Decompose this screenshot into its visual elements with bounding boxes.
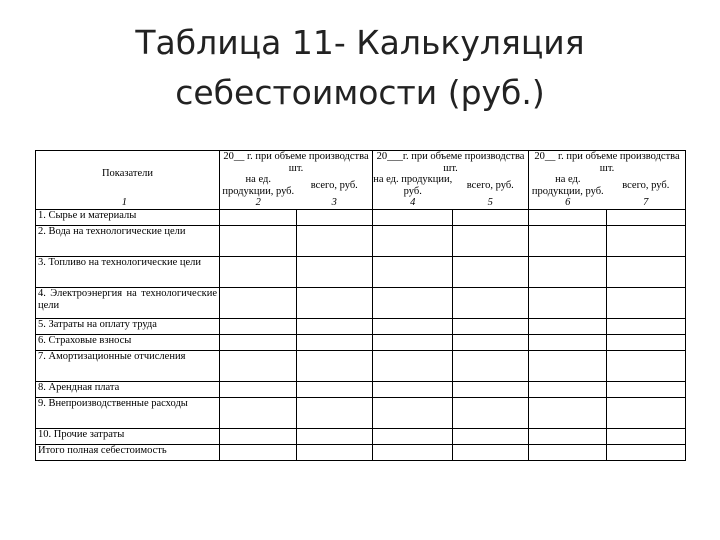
table-cell bbox=[529, 445, 607, 461]
table-cell bbox=[373, 398, 453, 429]
row-label: 5. Затраты на оплату труда bbox=[36, 319, 220, 335]
per-unit-header-3: на ед. продукции, руб. bbox=[529, 174, 607, 197]
per-unit-header-2: на ед. продукции, руб. bbox=[373, 174, 453, 197]
table-cell bbox=[220, 257, 297, 288]
table-cell bbox=[529, 288, 607, 319]
table-row bbox=[36, 257, 686, 288]
table-cell bbox=[607, 429, 686, 445]
row-label: 7. Амортизационные отчисления bbox=[36, 351, 220, 382]
table-cell bbox=[220, 382, 297, 398]
row-label: 2. Вода на технологические цели bbox=[36, 226, 220, 257]
table-cell bbox=[373, 429, 453, 445]
row-label-total: Итого полная себестоимость bbox=[36, 445, 220, 461]
table-cell bbox=[297, 226, 373, 257]
table-cell bbox=[373, 445, 453, 461]
indicators-header: Показатели bbox=[36, 151, 220, 198]
table-cell bbox=[607, 382, 686, 398]
total-header-3: всего, руб. bbox=[607, 174, 686, 197]
table-cell bbox=[373, 288, 453, 319]
slide-title bbox=[0, 18, 720, 118]
cost-calculation-table bbox=[35, 150, 686, 461]
table-cell bbox=[607, 288, 686, 319]
table-cell bbox=[529, 210, 607, 226]
table-cell bbox=[453, 398, 529, 429]
row-label: 10. Прочие затраты bbox=[36, 429, 220, 445]
row-label: 8. Арендная плата bbox=[36, 382, 220, 398]
table-cell bbox=[297, 335, 373, 351]
table-cell bbox=[607, 319, 686, 335]
table-row bbox=[36, 382, 686, 398]
table-cell bbox=[297, 288, 373, 319]
table-cell bbox=[607, 445, 686, 461]
table-cell bbox=[297, 257, 373, 288]
table-cell bbox=[607, 257, 686, 288]
row-label: 4. Электроэнергия на технологические цели bbox=[36, 288, 220, 319]
table-cell bbox=[529, 351, 607, 382]
table-cell bbox=[373, 382, 453, 398]
table-row-total bbox=[36, 445, 686, 461]
title-line-1: Таблица 11- Калькуляция bbox=[135, 23, 585, 62]
table-cell bbox=[453, 351, 529, 382]
table-cell bbox=[529, 319, 607, 335]
table-cell bbox=[607, 335, 686, 351]
table-cell bbox=[297, 445, 373, 461]
table-cell bbox=[297, 351, 373, 382]
table-cell bbox=[453, 257, 529, 288]
table-cell bbox=[453, 335, 529, 351]
column-number: 3 bbox=[297, 197, 373, 210]
table-cell bbox=[297, 398, 373, 429]
column-number: 7 bbox=[607, 197, 686, 210]
table-cell bbox=[297, 319, 373, 335]
table-cell bbox=[529, 257, 607, 288]
table-row bbox=[36, 398, 686, 429]
table-cell bbox=[453, 210, 529, 226]
table-cell bbox=[220, 288, 297, 319]
table-cell bbox=[607, 398, 686, 429]
table-cell bbox=[453, 226, 529, 257]
table-cell bbox=[529, 398, 607, 429]
table-cell bbox=[373, 351, 453, 382]
table-cell bbox=[453, 319, 529, 335]
table-cell bbox=[220, 319, 297, 335]
table-cell bbox=[373, 335, 453, 351]
column-number: 1 bbox=[36, 197, 220, 210]
table-cell bbox=[220, 226, 297, 257]
table-row bbox=[36, 429, 686, 445]
table-cell bbox=[220, 429, 297, 445]
table-cell bbox=[607, 351, 686, 382]
table-cell bbox=[607, 210, 686, 226]
total-header-1: всего, руб. bbox=[297, 174, 373, 197]
table-cell bbox=[453, 445, 529, 461]
period-header-1: 20__ г. при объеме производства шт. bbox=[220, 151, 373, 175]
total-header-2: всего, руб. bbox=[453, 174, 529, 197]
table-cell bbox=[297, 210, 373, 226]
row-label: 1. Сырье и материалы bbox=[36, 210, 220, 226]
table-cell bbox=[607, 226, 686, 257]
row-label: 9. Внепроизводственные расходы bbox=[36, 398, 220, 429]
table-row bbox=[36, 210, 686, 226]
table-cell bbox=[220, 398, 297, 429]
row-label: 6. Страховые взносы bbox=[36, 335, 220, 351]
table-cell bbox=[373, 226, 453, 257]
table-cell bbox=[220, 351, 297, 382]
column-number: 5 bbox=[453, 197, 529, 210]
table-row bbox=[36, 319, 686, 335]
column-number: 6 bbox=[529, 197, 607, 210]
table-cell bbox=[220, 210, 297, 226]
table-row bbox=[36, 335, 686, 351]
period-header-3: 20__ г. при объеме производства шт. bbox=[529, 151, 686, 175]
period-header-2: 20___г. при объеме производства шт. bbox=[373, 151, 529, 175]
table-cell bbox=[453, 288, 529, 319]
table-cell bbox=[373, 319, 453, 335]
table-cell bbox=[529, 429, 607, 445]
table-row bbox=[36, 351, 686, 382]
title-line-2: себестоимости (руб.) bbox=[175, 73, 545, 112]
table-cell bbox=[529, 382, 607, 398]
table-cell bbox=[297, 429, 373, 445]
table-cell bbox=[529, 335, 607, 351]
table-cell bbox=[373, 210, 453, 226]
table-cell bbox=[453, 429, 529, 445]
column-number: 2 bbox=[220, 197, 297, 210]
table-cell bbox=[373, 257, 453, 288]
row-label: 3. Топливо на технологические цели bbox=[36, 257, 220, 288]
column-number-row bbox=[36, 197, 686, 210]
table-cell bbox=[297, 382, 373, 398]
table-cell bbox=[453, 382, 529, 398]
per-unit-header-1: на ед. продукции, руб. bbox=[220, 174, 297, 197]
table-row bbox=[36, 226, 686, 257]
table-cell bbox=[220, 335, 297, 351]
table-row bbox=[36, 288, 686, 319]
column-number: 4 bbox=[373, 197, 453, 210]
table-cell bbox=[529, 226, 607, 257]
table-cell bbox=[220, 445, 297, 461]
